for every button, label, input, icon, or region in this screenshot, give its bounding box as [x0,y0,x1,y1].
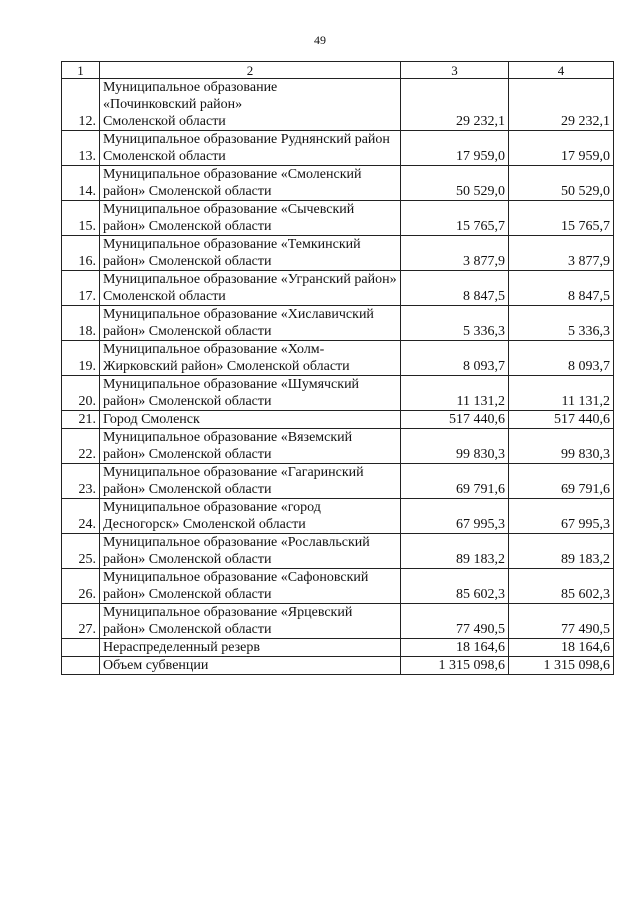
municipality-name: Муниципальное образование «Смоленский район» Смоленской области [100,166,401,201]
value-col-4: 3 877,9 [509,236,614,271]
table-row [62,306,614,341]
value-col-4: 517 440,6 [509,411,614,429]
table-row [62,341,614,376]
row-number: 22. [62,429,100,464]
value-col-3: 5 336,3 [401,306,509,341]
table-row [62,166,614,201]
row-number: 24. [62,499,100,534]
municipality-name: Муниципальное образование «город Десногорск» Смоленской области [100,499,401,534]
municipality-name: Муниципальное образование Руднянский район Смоленской области [100,131,401,166]
value-col-3: 67 995,3 [401,499,509,534]
municipality-name: Муниципальное образование «Сафоновский район» Смоленской области [100,569,401,604]
row-number: 16. [62,236,100,271]
row-number: 27. [62,604,100,639]
value-col-3: 8 847,5 [401,271,509,306]
value-col-4: 1 315 098,6 [509,657,614,675]
row-number: 21. [62,411,100,429]
value-col-4: 67 995,3 [509,499,614,534]
table-row [62,79,614,131]
row-number: 19. [62,341,100,376]
municipality-name: Муниципальное образование «Темкинский район» Смоленской области [100,236,401,271]
table-row [62,569,614,604]
value-col-3: 77 490,5 [401,604,509,639]
value-col-4: 69 791,6 [509,464,614,499]
table-row [62,236,614,271]
row-number: 12. [62,79,100,131]
municipality-name: Муниципальное образование «Гагаринский район» Смоленской области [100,464,401,499]
header-row [62,62,614,79]
table-row [62,534,614,569]
value-col-3: 89 183,2 [401,534,509,569]
column-header-3: 3 [401,62,509,79]
value-col-3: 50 529,0 [401,166,509,201]
municipality-name: Муниципальное образование «Вяземский район» Смоленской области [100,429,401,464]
row-number: 15. [62,201,100,236]
row-number: 26. [62,569,100,604]
municipality-name: Муниципальное образование «Шумячский район» Смоленской области [100,376,401,411]
value-col-4: 8 093,7 [509,341,614,376]
value-col-4: 18 164,6 [509,639,614,657]
total-row [62,657,614,675]
table-row [62,499,614,534]
row-number: 17. [62,271,100,306]
value-col-4: 77 490,5 [509,604,614,639]
value-col-4: 11 131,2 [509,376,614,411]
row-number: 20. [62,376,100,411]
table-row [62,411,614,429]
value-col-3: 517 440,6 [401,411,509,429]
municipality-name: Муниципальное образование «Холм-Жирковский район» Смоленской области [100,341,401,376]
row-number: 23. [62,464,100,499]
municipality-name: Муниципальное образование «Сычевский район» Смоленской области [100,201,401,236]
value-col-3: 18 164,6 [401,639,509,657]
value-col-4: 85 602,3 [509,569,614,604]
row-number: 25. [62,534,100,569]
value-col-3: 11 131,2 [401,376,509,411]
municipality-name: Муниципальное образование «Починковский район» Смоленской области [100,79,401,131]
value-col-4: 17 959,0 [509,131,614,166]
municipality-name: Муниципальное образование «Ярцевский район» Смоленской области [100,604,401,639]
municipality-name: Муниципальное образование «Хиславичский район» Смоленской области [100,306,401,341]
row-number: 14. [62,166,100,201]
table-row [62,271,614,306]
page-number: 49 [314,33,326,47]
table-row [62,201,614,236]
reserve-label: Нераспределенный резерв [100,639,401,657]
row-number [62,639,100,657]
row-number: 13. [62,131,100,166]
value-col-4: 89 183,2 [509,534,614,569]
reserve-row [62,639,614,657]
table-row [62,429,614,464]
value-col-4: 29 232,1 [509,79,614,131]
table-row [62,131,614,166]
value-col-3: 69 791,6 [401,464,509,499]
value-col-4: 8 847,5 [509,271,614,306]
total-label: Объем субвенции [100,657,401,675]
value-col-4: 15 765,7 [509,201,614,236]
municipality-name: Муниципальное образование «Рославльский район» Смоленской области [100,534,401,569]
value-col-3: 1 315 098,6 [401,657,509,675]
value-col-3: 8 093,7 [401,341,509,376]
column-header-4: 4 [509,62,614,79]
value-col-4: 50 529,0 [509,166,614,201]
column-header-2: 2 [100,62,401,79]
row-number [62,657,100,675]
value-col-3: 17 959,0 [401,131,509,166]
value-col-4: 99 830,3 [509,429,614,464]
value-col-3: 99 830,3 [401,429,509,464]
value-col-3: 15 765,7 [401,201,509,236]
row-number: 18. [62,306,100,341]
table-row [62,464,614,499]
municipality-name: Город Смоленск [100,411,401,429]
table-row [62,376,614,411]
table-row [62,604,614,639]
column-header-1: 1 [62,62,100,79]
value-col-4: 5 336,3 [509,306,614,341]
value-col-3: 29 232,1 [401,79,509,131]
subvention-table [61,61,614,675]
municipality-name: Муниципальное образование «Угранский район» Смоленской области [100,271,401,306]
value-col-3: 85 602,3 [401,569,509,604]
value-col-3: 3 877,9 [401,236,509,271]
